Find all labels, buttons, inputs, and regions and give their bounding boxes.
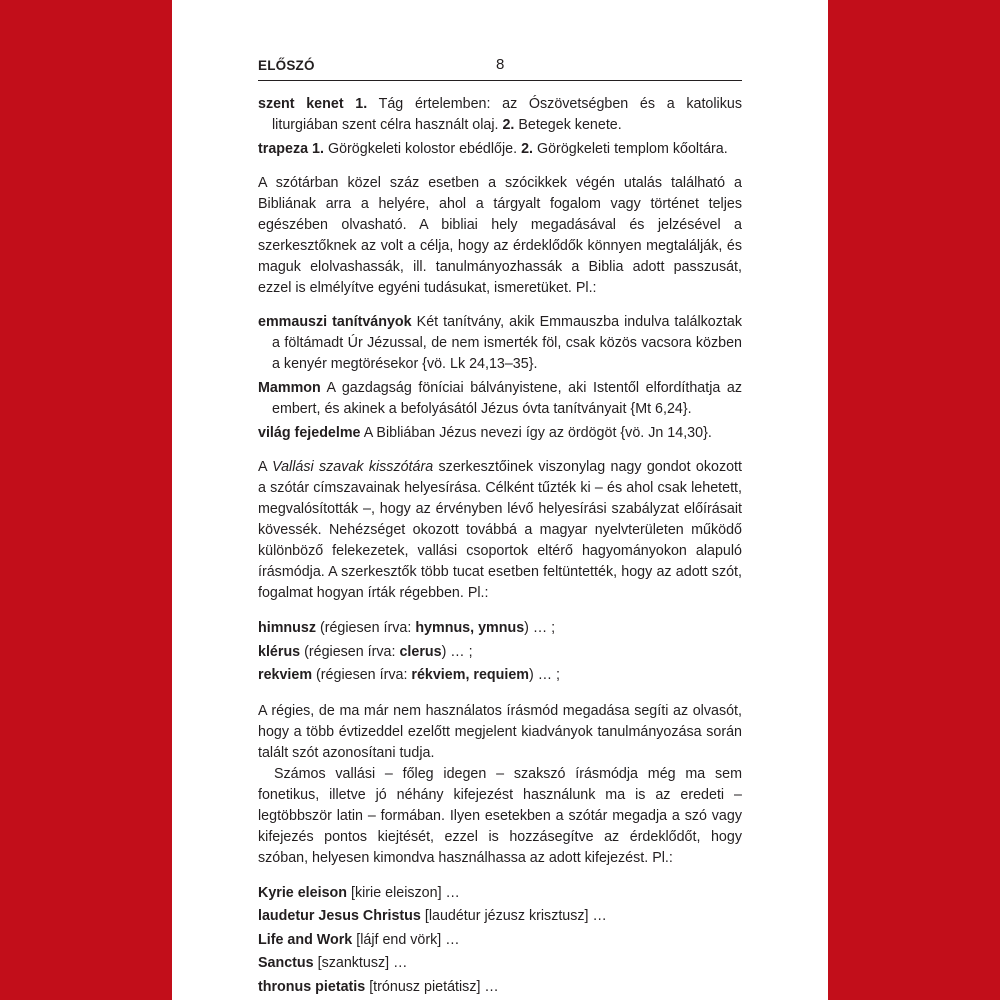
- running-header: [258, 58, 742, 81]
- entry-headword: trapeza: [258, 141, 309, 157]
- entry-headword: Mammon: [258, 380, 321, 396]
- book-title: Vallási szavak kisszótára: [272, 459, 434, 475]
- entry-headword: emmauszi tanítványok: [258, 314, 412, 330]
- body-paragraph: A Vallási szavak kisszótára szerkesztőinek viszonylag nagy gondot okozott a szótár címszavainak helyesírása. Célként tűzték ki – és ahol csak lehetett, megvalósították –, hogy az érvényben lévő helyesírási szabályzat előírásait kövessék. Nehézséget okozott továbbá a magyar nyelvterületen működő különböző felekezetek, vallási csoportok eltérő hagyományokon alapuló írásmódja. A szerkesztők több tucat esetben feltüntették, hogy az adott szót, fogalmat hogyan írták régebben. Pl.:: [258, 459, 742, 601]
- entry-headword: szent kenet: [258, 96, 344, 112]
- spelling-example: himnusz (régiesen írva: hymnus, ymnus) … ;: [258, 620, 556, 636]
- spelling-examples: [258, 617, 742, 688]
- dictionary-entry: szent kenet 1. Tág értelemben: az Ószövetségben és a katolikus liturgiában szent célra használt olaj. 2. Betegek kenete.: [258, 96, 742, 133]
- dictionary-entry: világ fejedelme A Bibliában Jézus nevezi így az ördögöt {vö. Jn 14,30}.: [258, 425, 712, 441]
- body-paragraph: Számos vallási – főleg idegen – szakszó írásmódja még ma sem fonetikus, illetve jó néhány kifejezést használunk ma is az eredeti – legtöbbször latin – formában. Ilyen esetekben a szótár megadja a szó vagy kifejezés pontos kiejtését, ezzel is hozzásegítve az érdeklődőt, hogy szóban, helyesen kimondva használhassa az adott kifejezést. Pl.:: [258, 765, 742, 866]
- dictionary-entry: trapeza 1. Görögkeleti kolostor ebédlője. 2. Görögkeleti templom kőoltára.: [258, 141, 728, 157]
- dictionary-entry: Mammon A gazdagság föníciai bálványistene, aki Istentől elfordíthatja az embert, és akinek a befolyásától Jézus óvta tanítványait {Mt 6,24}.: [258, 380, 742, 417]
- bible-reference-examples: [258, 312, 742, 444]
- dictionary-entry: emmauszi tanítványok Két tanítvány, akik Emmauszba indulva találkoztak a föltámadt Úr Jézussal, de nem ismerték föl, csak közös vacsora közben a kenyér megtörésekor {vö. Lk 24,13–35}.: [258, 314, 742, 372]
- entry-headword: világ fejedelme: [258, 425, 361, 441]
- pronunciation-example: laudetur Jesus Christus [laudétur jézusz krisztusz] …: [258, 908, 607, 924]
- spelling-example: rekviem (régiesen írva: rékviem, requiem) … ;: [258, 667, 560, 683]
- pronunciation-example: Kyrie eleison [kirie eleiszon] …: [258, 884, 460, 901]
- page-content: [258, 94, 742, 999]
- book-page: [172, 0, 828, 1000]
- spelling-example: klérus (régiesen írva: clerus) … ;: [258, 643, 473, 660]
- pronunciation-example: Life and Work [lájf end vörk] …: [258, 931, 460, 948]
- pronunciation-example: Sanctus [szanktusz] …: [258, 955, 408, 971]
- section-title: ELŐSZÓ: [258, 58, 315, 73]
- pronunciation-example: thronus pietatis [trónusz pietátisz] …: [258, 978, 499, 995]
- pronunciation-examples: [258, 882, 742, 1000]
- page-number: 8: [496, 56, 505, 73]
- body-paragraph: A régies, de ma már nem használatos írásmód megadása segíti az olvasót, hogy a több évtizeddel ezelőtt megjelent kiadványok tanulmányozása során talált szót azonosítani tudja.: [258, 702, 742, 761]
- body-paragraph: A szótárban közel száz esetben a szócikkek végén utalás található a Bibliának arra a helyére, ahol a tárgyalt fogalom vagy történet teljes egészében olvasható. A bibliai hely megadásával és jelzésével a szerkesztőknek az volt a célja, hogy az érdeklődők könnyen megtalálják, és maguk elolvashassák, ill. tanulmányozhassák a Biblia adott passzusát, ezzel is elmélyítve egyéni tudásukat, ismeretüket. Pl.:: [258, 175, 742, 296]
